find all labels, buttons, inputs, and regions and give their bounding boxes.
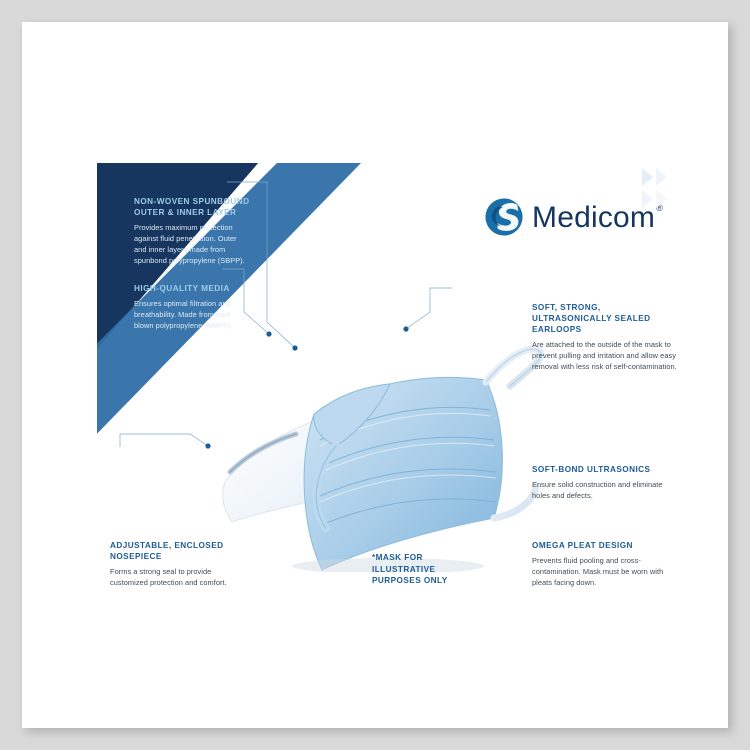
registered-mark: ®: [656, 203, 663, 213]
infographic-card: [22, 22, 728, 728]
callout-soft-bond-ultrasonics: [532, 464, 672, 501]
medicom-swirl-logo-icon: [485, 198, 523, 236]
chevron-decor-icon-2: [656, 168, 667, 186]
callout-omega-pleat-design: [532, 540, 672, 588]
chevron-decor-icon-4: [656, 190, 667, 208]
callout-high-quality-media: [134, 283, 246, 331]
callout-title: SOFT, STRONG, ULTRASONICALLY SEALED EARLOOPS: [532, 303, 651, 334]
surgical-mask-illustration: [218, 322, 548, 572]
callout-title: SOFT-BOND ULTRASONICS: [532, 465, 651, 474]
callout-body: Forms a strong seal to provide customized protection and comfort.: [110, 567, 227, 587]
callout-body: Prevents fluid pooling and cross-contamination. Mask must be worn with pleats facing down.: [532, 556, 664, 587]
medicom-logo: [485, 198, 662, 236]
medicom-wordmark: Medicom: [532, 201, 656, 234]
chevron-decor-icon-1: [642, 168, 653, 186]
callout-title: NON-WOVEN SPUNBOUND OUTER & INNER LAYER: [134, 197, 250, 217]
callout-body: Ensure solid construction and eliminate holes and defects.: [532, 480, 663, 500]
callout-title: HIGH-QUALITY MEDIA: [134, 284, 230, 293]
callout-outer-inner-layer: [134, 196, 250, 266]
callout-title: ADJUSTABLE, ENCLOSED NOSEPIECE: [110, 541, 224, 561]
chevron-decor-icon-3: [642, 190, 653, 208]
callout-body: Ensures optimal filtration and breathability. Made from melt blown polypropylene (MBPP).: [134, 299, 233, 330]
callout-body: Provides maximum protection against fluid penetration. Outer and inner layers made from spunbond polypropylene (SBPP).: [134, 223, 245, 265]
callout-sealed-earloops: [532, 302, 680, 372]
callout-adjustable-nosepiece: [110, 540, 250, 588]
illustrative-purposes-disclaimer: *MASK FOR ILLUSTRATIVE PURPOSES ONLY: [372, 553, 448, 585]
callout-title: OMEGA PLEAT DESIGN: [532, 541, 633, 550]
callout-body: Are attached to the outside of the mask to prevent pulling and irritation and allow easy removal with less risk of self-contamination.: [532, 340, 677, 371]
